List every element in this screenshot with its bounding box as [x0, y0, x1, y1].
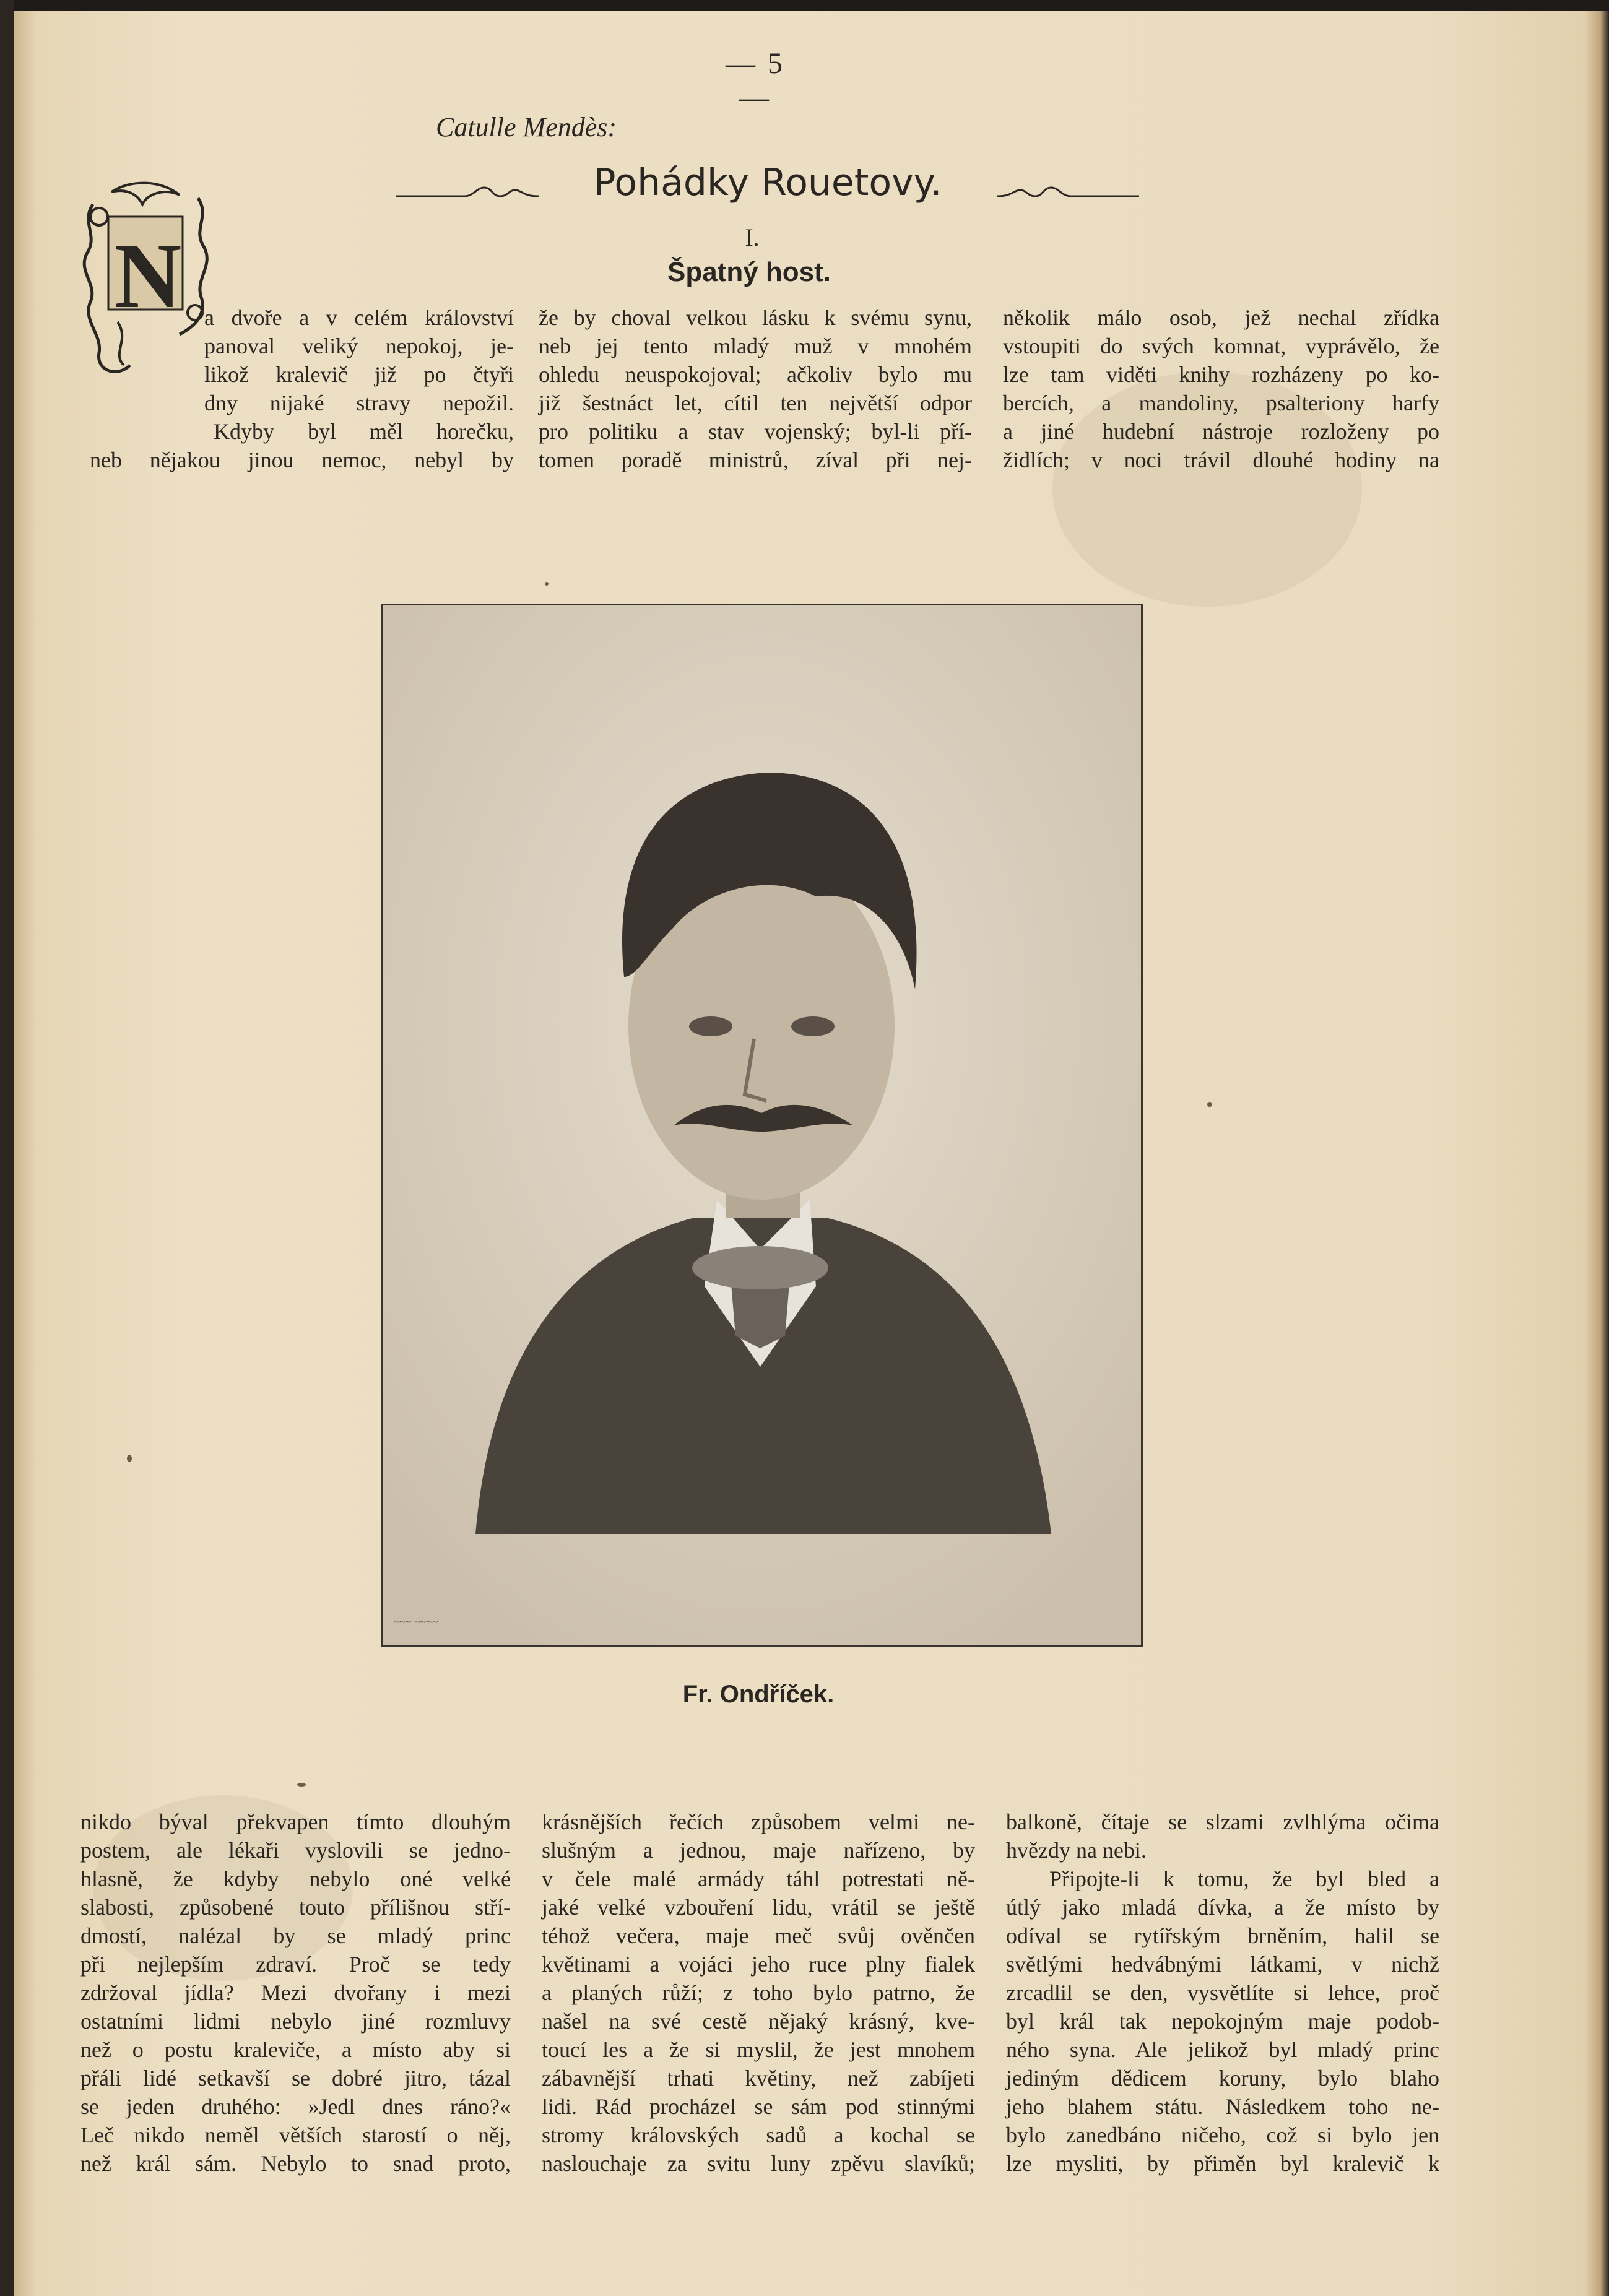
- text-line: ostatními lidmi nebylo jiné rozmluvy: [80, 2009, 511, 2034]
- ornamental-initial: [74, 180, 217, 384]
- portrait-photo: [381, 604, 1143, 1647]
- text-line: v čele malé armády táhl potrestati ně-: [542, 1866, 975, 1891]
- text-line: květinami a vojáci jeho ruce plny fialek: [542, 1952, 975, 1977]
- speck: [297, 1783, 306, 1787]
- text-line: Připojte-li k tomu, že byl bled a: [1049, 1866, 1439, 1891]
- speck: [127, 1455, 132, 1462]
- text-line: než o postu kraleviče, a místo aby si: [80, 2037, 511, 2062]
- section-number: I.: [745, 223, 760, 251]
- top-column-2: [539, 303, 972, 474]
- photo-caption: Fr. Ondříček.: [682, 1681, 835, 1708]
- article-title: Pohádky Rouetovy.: [593, 161, 942, 204]
- text-line: již šestnáct let, cítil ten největší odpor: [539, 391, 972, 415]
- text-line: při nejlepším zdraví. Proč se tedy: [80, 1952, 511, 1977]
- text-line: postem, ale lékaři vyslovili se jedno-: [80, 1838, 511, 1863]
- text-line: jaké velké vzbouření lidu, vrátil se ještě: [542, 1895, 975, 1920]
- text-line: panoval veliký nepokoj, je-: [204, 334, 514, 358]
- text-line: světlými hedvábnými látkami, v nichž: [1006, 1952, 1439, 1977]
- text-line: slabosti, způsobené touto přílišnou stří-: [80, 1895, 511, 1920]
- text-line: ohledu neuspokojoval; ačkoliv bylo mu: [539, 362, 972, 387]
- text-line: pro politiku a stav vojenský; byl-li pří-: [539, 419, 972, 444]
- text-line: Leč nikdo neměl větších starostí o něj,: [80, 2123, 511, 2147]
- text-line: lze tam viděti knihy rozházeny po ko-: [1003, 362, 1439, 387]
- text-line: neb jej tento mladý muž v mnohém: [539, 334, 972, 358]
- bottom-column-1: [80, 1808, 511, 2178]
- text-line: se jeden druhého: »Jedl dnes ráno?«: [80, 2094, 511, 2119]
- text-line: ného syna. Ale jelikož byl mladý princ: [1006, 2037, 1439, 2062]
- text-line: bylo zanedbáno ničeho, což si bylo jen: [1006, 2123, 1439, 2147]
- text-line: hvězdy na nebi.: [1006, 1838, 1147, 1863]
- text-line: likož kralevič již po čtyři: [204, 362, 514, 387]
- bottom-column-2: [542, 1808, 975, 2178]
- author-name: Catulle Mendès:: [435, 112, 617, 142]
- text-line: slušným a jednou, maje nařízeno, by: [542, 1838, 975, 1863]
- text-line: dny nijaké stravy nepožil.: [204, 391, 514, 415]
- scan-binding-edge: [0, 0, 14, 2296]
- text-line: tomen poradě ministrů, zíval při nej-: [539, 448, 972, 472]
- top-column-1-continued: [90, 417, 514, 474]
- text-line: několik málo osob, jež nechal zřídka: [1003, 305, 1439, 330]
- top-column-1: [204, 303, 514, 417]
- photographer-signature: ~~~ ~~~~: [393, 1616, 438, 1628]
- flourish-right-icon: [997, 183, 1139, 201]
- text-line: a jiné hudební nástroje rozloženy po: [1003, 419, 1439, 444]
- text-line: a planých růží; z toho bylo patrno, že: [542, 1980, 975, 2005]
- text-line: zrcadlil se den, vysvětlíte si lehce, proč: [1006, 1980, 1439, 2005]
- text-line: odíval se rytířským brněním, halil se: [1006, 1923, 1439, 1948]
- text-line: byl král tak nepokojným maje podob-: [1006, 2009, 1439, 2034]
- text-line: toucí les a že si myslil, že jest mnohem: [542, 2037, 975, 2062]
- text-line: židlích; v noci trávil dlouhé hodiny na: [1003, 448, 1439, 472]
- bottom-column-3: [1006, 1808, 1439, 2178]
- text-line: zábavnější trhati květiny, než zabíjeti: [542, 2066, 975, 2090]
- text-line: přáli lidé setkavší se dobré jitro, tázal: [80, 2066, 511, 2090]
- speck: [545, 582, 549, 586]
- text-line: našel na své cestě nějaký krásný, kve-: [542, 2009, 975, 2034]
- text-line: stromy královských sadů a kochal se: [542, 2123, 975, 2147]
- text-line: bercích, a mandoliny, psalteriony harfy: [1003, 391, 1439, 415]
- top-column-3: [1003, 303, 1439, 474]
- drop-cap: N: [115, 225, 182, 327]
- speck: [1207, 1102, 1212, 1107]
- text-line: lze mysliti, by přiměn byl kralevič k: [1006, 2151, 1439, 2176]
- text-line: jeho blahem státu. Následkem toho ne-: [1006, 2094, 1439, 2119]
- text-line: zdržoval jídla? Mezi dvořany i mezi: [80, 1980, 511, 2005]
- text-line: neb nějakou jinou nemoc, nebyl by: [90, 448, 514, 472]
- text-line: jediným dědicem koruny, bylo blaho: [1006, 2066, 1439, 2090]
- text-line: vstoupiti do svých komnat, vyprávělo, že: [1003, 334, 1439, 358]
- flourish-left-icon: [396, 183, 539, 201]
- text-line: útlý jako mladá dívka, a že místo by: [1006, 1895, 1439, 1920]
- title-row: [396, 161, 1139, 217]
- text-line: a dvoře a v celém království: [204, 305, 514, 330]
- text-line: než král sám. Nebylo to snad proto,: [80, 2151, 511, 2176]
- text-line: téhož večera, maje meč svůj ověnčen: [542, 1923, 975, 1948]
- text-line: krásnějších řečích způsobem velmi ne-: [542, 1809, 975, 1834]
- text-line: balkoně, čítaje se slzami zvlhlýma očima: [1006, 1809, 1439, 1834]
- page-number: — 5 —: [726, 47, 785, 114]
- text-line: dmostí, nalézal by se mladý princ: [80, 1923, 511, 1948]
- chapter-title: Špatný host.: [667, 257, 831, 287]
- text-line: hlasně, že kdyby nebylo oné velké: [80, 1866, 511, 1891]
- text-line: nikdo býval překvapen tímto dlouhým: [80, 1809, 511, 1834]
- text-line: Kdyby byl měl horečku,: [214, 419, 514, 444]
- text-line: naslouchaje za svitu luny zpěvu slavíků;: [542, 2151, 975, 2176]
- text-line: že by choval velkou lásku k svému synu,: [539, 305, 972, 330]
- scan-top-border: [0, 0, 1609, 11]
- text-line: lidi. Rád procházel se sám pod stinnými: [542, 2094, 975, 2119]
